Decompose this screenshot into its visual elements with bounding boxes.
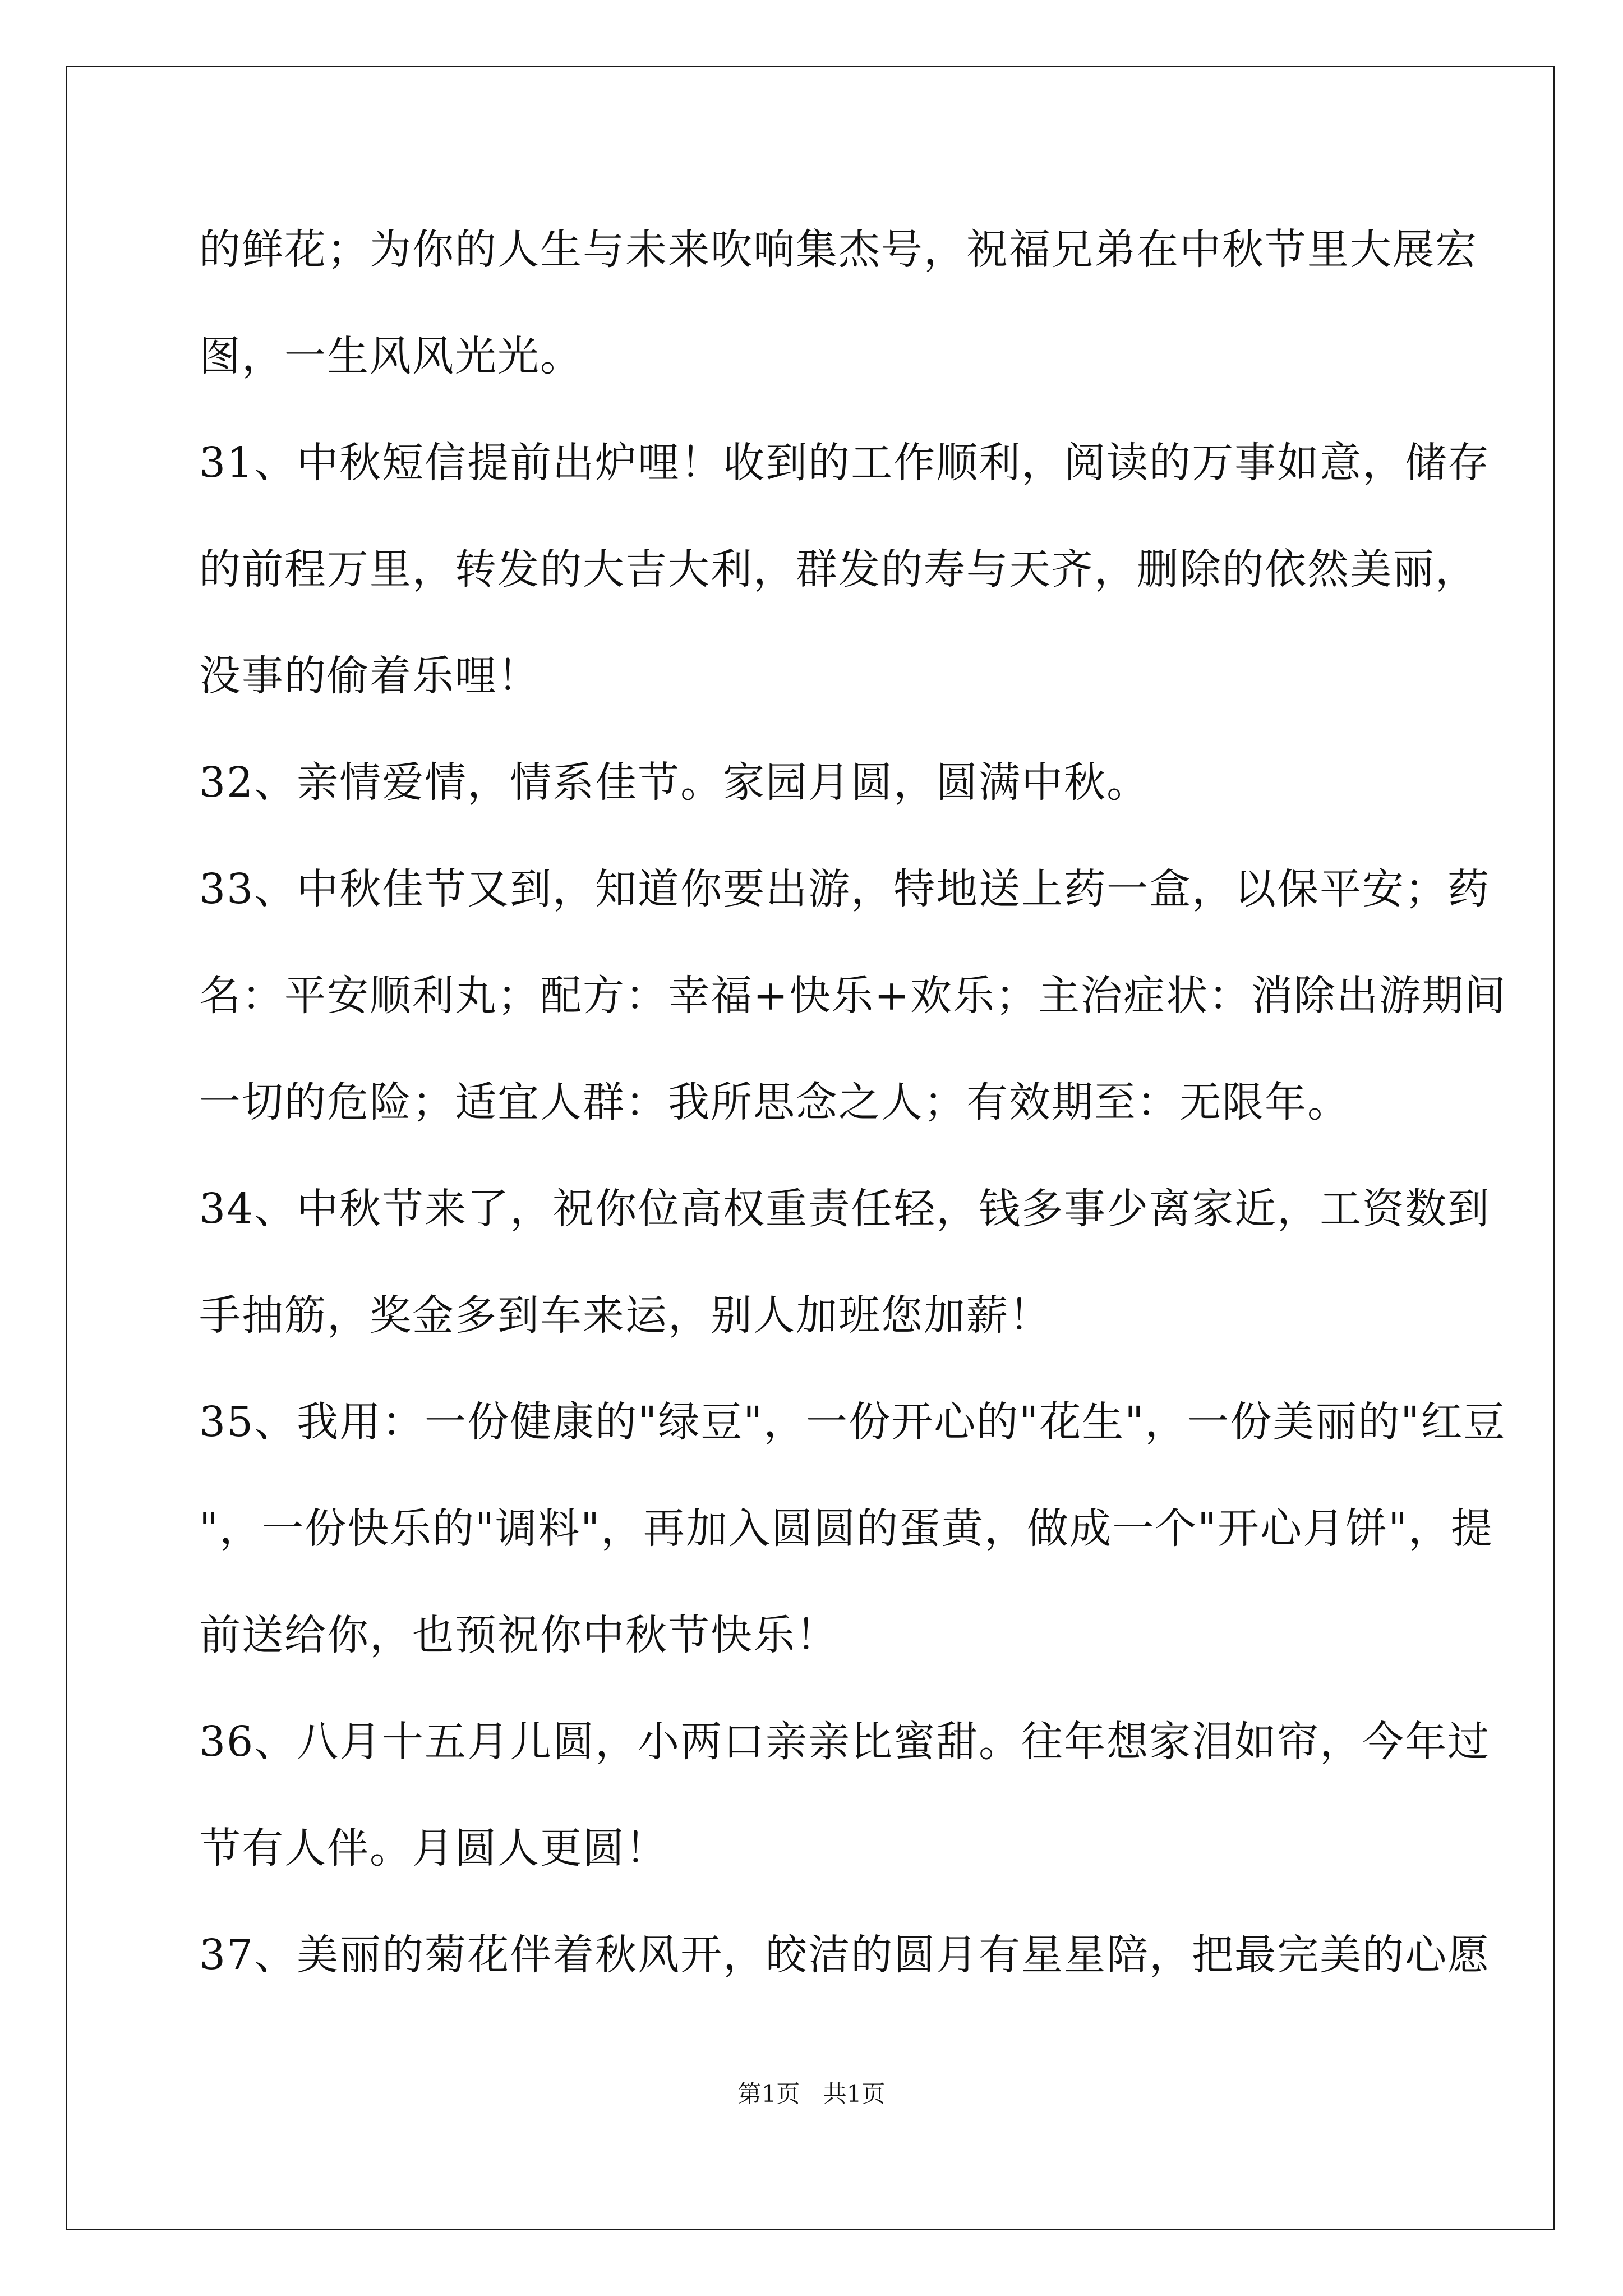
text-line: 34、中秋节来了，祝你位高权重责任轻，钱多事少离家近，工资数到 xyxy=(199,1185,1491,1233)
text-line: 33、中秋佳节又到，知道你要出游，特地送上药一盒，以保平安；药 xyxy=(199,865,1491,913)
text-line: 没事的偷着乐哩！ xyxy=(199,652,540,700)
page-number: 第1页 xyxy=(737,2080,800,2108)
text-line: 一切的危险；适宜人群：我所思念之人；有效期至：无限年。 xyxy=(199,1078,1350,1126)
document-body xyxy=(199,216,1507,2028)
text-line: 31、中秋短信提前出炉哩！收到的工作顺利，阅读的万事如意，储存 xyxy=(199,439,1491,487)
text-line: "，一份快乐的"调料"，再加入圆圆的蛋黄，做成一个"开心月饼"，提 xyxy=(199,1504,1494,1553)
text-line: 名：平安顺利丸；配方：幸福+快乐+欢乐；主治症状：消除出游期间 xyxy=(199,972,1507,1020)
page-total: 共1页 xyxy=(823,2080,886,2108)
text-line: 前送给你，也预祝你中秋节快乐！ xyxy=(199,1611,838,1659)
text-line: 图，一生风风光光。 xyxy=(199,332,583,380)
text-line: 37、美丽的菊花伴着秋风开，皎洁的圆月有星星陪，把最完美的心愿 xyxy=(199,1931,1491,1979)
text-line: 的鲜花；为你的人生与未来吹响集杰号，祝福兄弟在中秋节里大展宏 xyxy=(199,226,1478,274)
text-line: 手抽筋，奖金多到车来运，别人加班您加薪！ xyxy=(199,1291,1052,1340)
text-line: 节有人伴。月圆人更圆！ xyxy=(199,1824,668,1872)
page-footer xyxy=(0,2076,1623,2109)
text-line: 36、八月十五月儿圆，小两口亲亲比蜜甜。往年想家泪如帘，今年过 xyxy=(199,1718,1491,1766)
text-line: 32、亲情爱情，情系佳节。家园月圆，圆满中秋。 xyxy=(199,758,1150,807)
text-line: 的前程万里，转发的大吉大利，群发的寿与天齐，删除的依然美丽， xyxy=(199,545,1478,593)
text-line: 35、我用：一份健康的"绿豆"，一份开心的"花生"，一份美丽的"红豆 xyxy=(199,1398,1506,1446)
